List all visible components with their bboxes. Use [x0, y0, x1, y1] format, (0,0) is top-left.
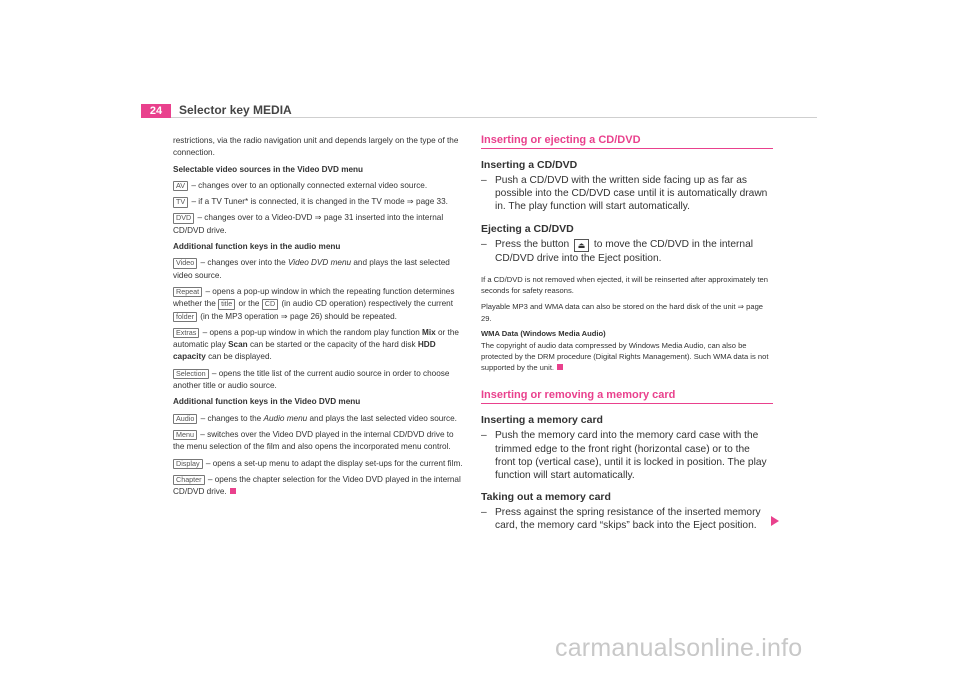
- wma-heading: WMA Data (Windows Media Audio): [481, 328, 606, 338]
- eject-cd-step: [481, 238, 773, 265]
- repeat-key: Repeat: [173, 287, 202, 298]
- remove-card-step: [481, 506, 773, 532]
- memory-card-section-title: Inserting or removing a memory card: [481, 389, 773, 404]
- scan-term: Scan: [228, 340, 248, 350]
- section-end-icon: [557, 364, 563, 370]
- eject-icon: ⏏: [574, 239, 589, 252]
- selection-entry: [173, 368, 465, 393]
- title-key: title: [218, 299, 235, 310]
- hdd-capacity-term: HDD capacity: [173, 340, 436, 362]
- av-text: – changes over to an optionally connected external video source.: [191, 180, 428, 190]
- tv-key: TV: [173, 197, 188, 208]
- chapter-text: – opens the chapter selection for the Video DVD played in the internal CD/DVD drive.: [173, 474, 461, 497]
- repeat-text-or: or the: [238, 299, 260, 309]
- selection-key: Selection: [173, 369, 209, 380]
- audio-entry: [173, 413, 465, 425]
- folder-key: folder: [173, 312, 197, 323]
- right-column: [481, 134, 773, 542]
- tv-text: – if a TV Tuner* is connected, it is changed in the TV mode ⇒ page 33.: [191, 197, 448, 207]
- insert-cd-step: [481, 174, 773, 214]
- tv-entry: [173, 196, 465, 208]
- eject-cd-heading: Ejecting a CD/DVD: [481, 222, 574, 235]
- remove-card-text: Press against the spring resistance of the inserted memory card, the memory card “skips” back into the Eject position.: [495, 507, 761, 532]
- audio-text: – changes to the: [200, 413, 262, 423]
- dvd-key: DVD: [173, 213, 194, 224]
- intro-paragraph: restrictions, via the radio navigation unit and depends largely on the type of the connection.: [173, 136, 459, 158]
- av-entry: [173, 180, 465, 192]
- insert-cd-heading: Inserting a CD/DVD: [481, 159, 578, 171]
- video-sources-heading: Selectable video sources in the Video DVD menu: [173, 164, 364, 174]
- extras-entry: [173, 327, 465, 364]
- extras-text-end: can be displayed.: [208, 352, 272, 362]
- video-dvd-menu-term: Video DVD menu: [287, 258, 352, 268]
- dash: –: [481, 507, 487, 519]
- audio-menu-heading: Additional function keys in the audio menu: [173, 242, 341, 252]
- repeat-text: – opens a pop-up window in which the repeating function determines whether the: [173, 286, 455, 309]
- note-mp3-wma: Playable MP3 and WMA data can also be stored on the hard disk of the unit ⇒ page 29.: [481, 302, 764, 323]
- repeat-text-current: (in audio CD operation) respectively the current: [281, 299, 454, 309]
- extras-text-capacity: can be started or the capacity of the hard disk: [249, 340, 416, 350]
- dvd-text: – changes over to a Video-DVD ⇒ page 31 inserted into the internal CD/DVD drive.: [173, 213, 444, 235]
- display-entry: [173, 458, 465, 470]
- video-text-end: and plays the last selected video source.: [173, 258, 450, 280]
- repeat-text-end: (in the MP3 operation ⇒ page 26) should be repeated.: [200, 311, 397, 321]
- cd-key: CD: [262, 299, 278, 310]
- chapter-entry: [173, 474, 465, 499]
- insert-card-step: [481, 429, 773, 482]
- section-end-icon: [230, 488, 236, 494]
- av-key: AV: [173, 181, 188, 192]
- dash: –: [481, 238, 487, 250]
- extras-key: Extras: [173, 328, 199, 339]
- remove-card-heading: Taking out a memory card: [481, 491, 611, 504]
- left-column: [173, 135, 465, 502]
- insert-cd-text: Push a CD/DVD with the written side facing up as far as possible into the CD/DVD case until it is automatically drawn in. The play function will start automatically.: [495, 175, 768, 213]
- menu-text: – switches over the Video DVD played in the internal CD/DVD drive to the menu selection of the film and also opens the incorporated menu control.: [173, 429, 454, 452]
- video-text: – changes over into the: [200, 258, 286, 268]
- menu-entry: [173, 429, 465, 454]
- note-reinsert: If a CD/DVD is not removed when ejected, it will be reinserted after approximately ten seconds for safety reasons.: [481, 274, 769, 296]
- running-head: Selector key MEDIA: [179, 103, 292, 117]
- repeat-entry: [173, 286, 465, 323]
- dash: –: [481, 175, 487, 186]
- header-rule: [141, 117, 817, 118]
- next-page-arrow-icon: [771, 516, 779, 526]
- video-key: Video: [173, 258, 197, 269]
- eject-text: Press the button: [495, 238, 570, 250]
- menu-key: Menu: [173, 430, 197, 441]
- page-number: 24: [141, 104, 171, 118]
- wma-text: The copyright of audio data compressed by Windows Media Audio, can also be protected by the DRM procedure (Digital Rights Management). Such WMA data is not supported by the unit.: [481, 340, 769, 373]
- watermark: carmanualsonline.info: [555, 634, 803, 662]
- dvd-entry: [173, 212, 465, 237]
- chapter-key: Chapter: [173, 475, 205, 486]
- dash: –: [481, 430, 487, 442]
- insert-card-heading: Inserting a memory card: [481, 414, 603, 427]
- audio-text-end: and plays the last selected video source.: [309, 413, 457, 423]
- eject-text-end: to move the CD/DVD in the internal CD/DVD drive into the Eject position.: [495, 238, 754, 264]
- audio-menu-term: Audio menu: [263, 413, 308, 423]
- display-key: Display: [173, 459, 203, 470]
- dvd-menu-heading: Additional function keys in the Video DVD menu: [173, 397, 361, 407]
- wma-paragraph: [481, 340, 773, 374]
- extras-text: – opens a pop-up window in which the random play function: [202, 327, 420, 337]
- mix-term: Mix: [422, 327, 436, 337]
- video-entry: [173, 257, 465, 282]
- cd-dvd-section-title: Inserting or ejecting a CD/DVD: [481, 134, 773, 149]
- extras-text-auto: or the automatic play: [173, 327, 459, 350]
- display-text: – opens a set-up menu to adapt the display set-ups for the current film.: [205, 458, 463, 468]
- selection-text: – opens the title list of the current audio source in order to choose another title or audio source.: [173, 368, 450, 391]
- insert-card-text: Push the memory card into the memory card case with the trimmed edge to the front right (horizontal case) or to the front top (vertical case), until it is locked in position. The play function will start automatically.: [495, 430, 767, 481]
- audio-key: Audio: [173, 414, 197, 425]
